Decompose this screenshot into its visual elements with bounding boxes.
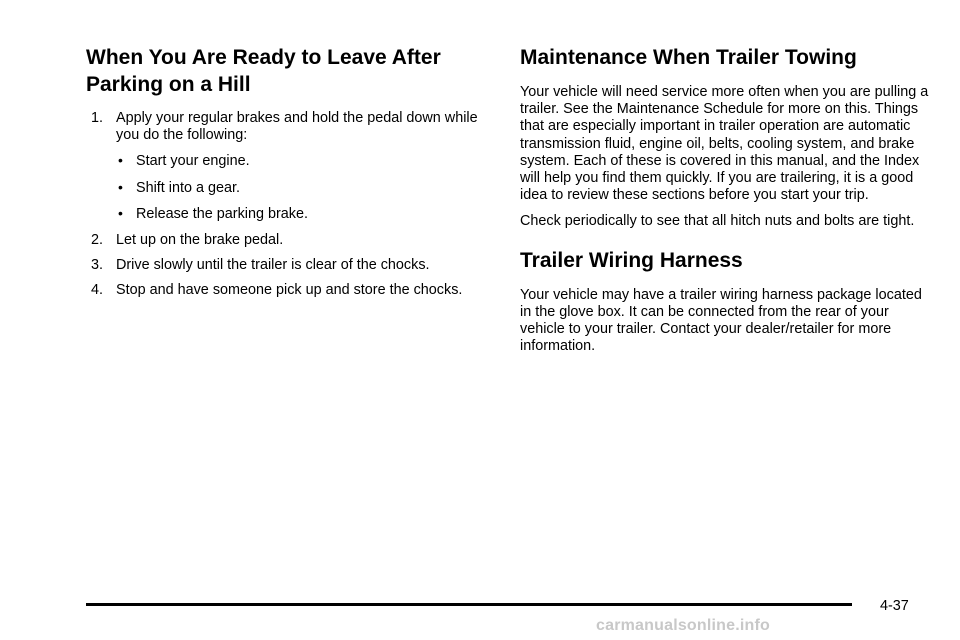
bullet-text: Shift into a gear.	[136, 179, 241, 196]
step-text: Apply your regular brakes and hold the pedal down while you do the following:	[116, 110, 478, 144]
section-heading-maintenance: Maintenance When Trailer Towing	[520, 46, 857, 69]
step-number: 2.	[91, 232, 104, 249]
bullet-item	[116, 180, 496, 197]
bullet-item	[116, 153, 496, 170]
heading-line-2: Parking on a Hill	[86, 73, 251, 96]
section-heading-wiring-harness: Trailer Wiring Harness	[520, 248, 743, 272]
steps-list	[86, 110, 496, 300]
step-text: Let up on the brake pedal.	[116, 232, 284, 249]
heading-line-1: When You Are Ready to Leave After	[86, 46, 441, 69]
page-number: 4-37	[880, 598, 909, 614]
sub-bullet-list	[116, 153, 496, 223]
section-heading-leave-hill	[86, 44, 496, 98]
step-item	[86, 257, 496, 274]
bullet-icon: •	[118, 204, 123, 221]
step-number: 3.	[91, 257, 104, 274]
maintenance-paragraph: Your vehicle will need service more often when you are pulling a trailer. See the Maintenance Schedule for more on this. Things that are especially important in trailer operation are automatic transmission fluid, engine oil, belts, cooling system, and brake system. Each of these is covered in this manual, and the Index will help you find them quickly. If you are trailering, it is a good idea to review these sections before you start your trip.	[520, 84, 929, 204]
hitch-paragraph: Check periodically to see that all hitch nuts and bolts are tight.	[520, 213, 915, 230]
bullet-item	[116, 206, 496, 223]
bullet-text: Release the parking brake.	[136, 205, 308, 222]
step-item	[86, 232, 496, 249]
step-text: Stop and have someone pick up and store the chocks.	[116, 282, 463, 299]
step-item	[86, 282, 496, 299]
step-number: 1.	[91, 110, 104, 126]
step-text: Drive slowly until the trailer is clear of the chocks.	[116, 257, 430, 274]
bullet-text: Start your engine.	[136, 153, 250, 170]
step-number: 4.	[91, 282, 104, 299]
bullet-icon: •	[118, 152, 123, 169]
step-item	[86, 110, 496, 223]
right-column	[520, 44, 930, 364]
wiring-harness-paragraph: Your vehicle may have a trailer wiring harness package located in the glove box. It can be connected from the rear of your vehicle to your trailer. Contact your dealer/retailer for more information.	[520, 286, 922, 355]
watermark: carmanualsonline.info	[596, 617, 771, 634]
footer-rule	[86, 603, 852, 606]
left-column	[86, 44, 496, 308]
bullet-icon: •	[118, 178, 123, 195]
